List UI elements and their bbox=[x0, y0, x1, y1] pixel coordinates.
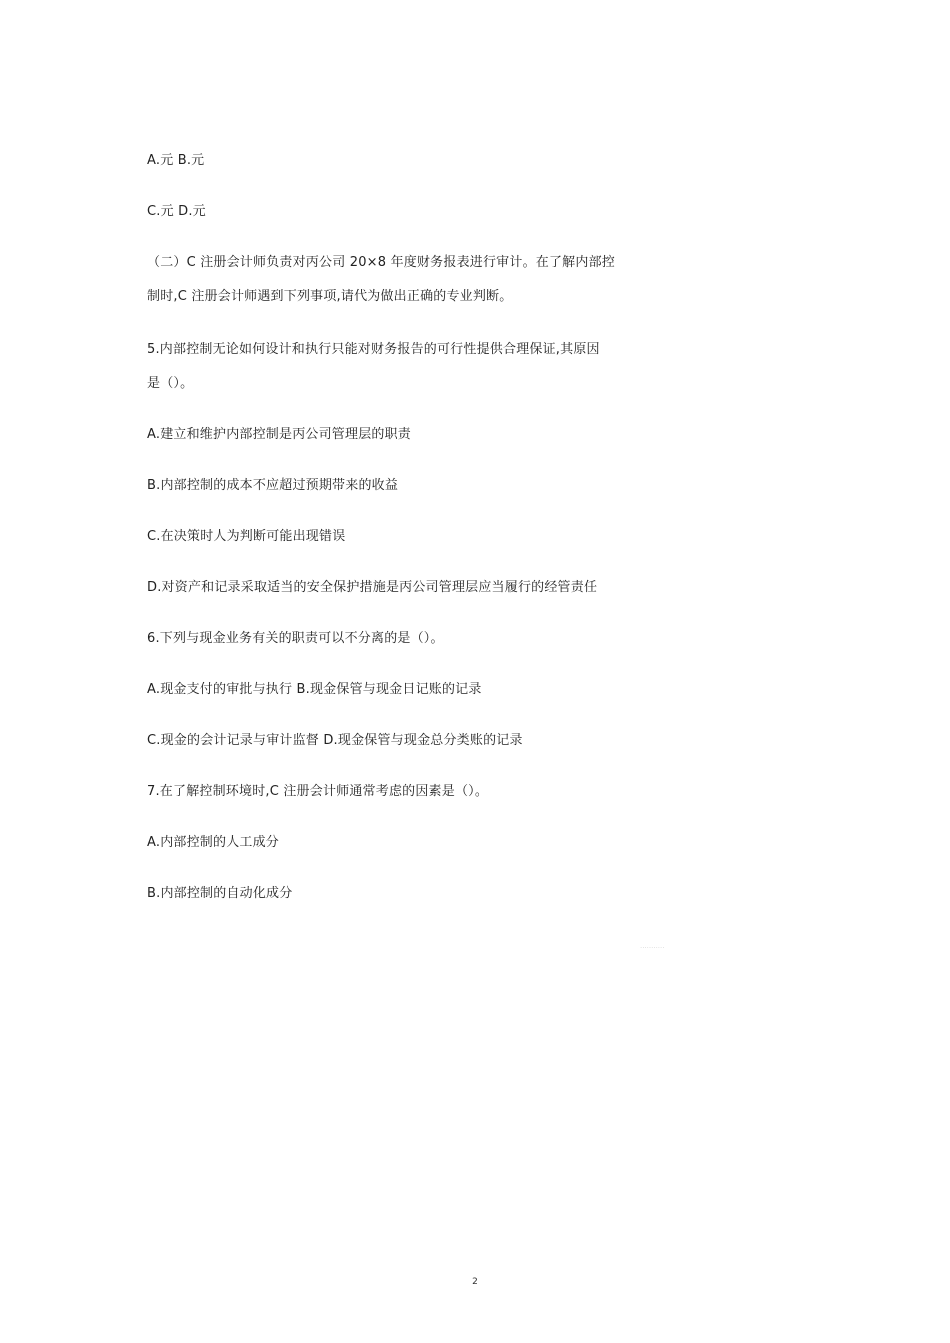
question-5-option-a: A.建立和维护内部控制是丙公司管理层的职责 bbox=[147, 427, 411, 442]
text-line-options-ab: A.元 B.元 bbox=[147, 153, 205, 168]
text-line-section-two-intro: （二）C 注册会计师负责对丙公司 20×8 年度财务报表进行审计。在了解内部控 bbox=[147, 255, 615, 270]
question-5-option-b: B.内部控制的成本不应超过预期带来的收益 bbox=[147, 478, 399, 493]
page-number: 2 bbox=[472, 1277, 478, 1287]
question-5-option-d: D.对资产和记录采取适当的安全保护措施是丙公司管理层应当履行的经管责任 bbox=[147, 580, 598, 595]
question-7-text: 7.在了解控制环境时,C 注册会计师通常考虑的因素是（）。 bbox=[147, 784, 489, 799]
question-7-option-a: A.内部控制的人工成分 bbox=[147, 835, 279, 850]
question-6-options-ab: A.现金支付的审批与执行 B.现金保管与现金日记账的记录 bbox=[147, 682, 482, 697]
question-6-options-cd: C.现金的会计记录与审计监督 D.现金保管与现金总分类账的记录 bbox=[147, 733, 523, 748]
question-6-text: 6.下列与现金业务有关的职责可以不分离的是（）。 bbox=[147, 631, 444, 646]
question-7-option-b: B.内部控制的自动化成分 bbox=[147, 886, 293, 901]
question-5-text-cont: 是（）。 bbox=[147, 376, 194, 391]
question-5-option-c: C.在决策时人为判断可能出现错误 bbox=[147, 529, 346, 544]
faint-dotted-mark: ........... bbox=[640, 942, 665, 950]
text-line-options-cd: C.元 D.元 bbox=[147, 204, 206, 219]
text-line-section-two-intro-cont: 制时,C 注册会计师遇到下列事项,请代为做出正确的专业判断。 bbox=[147, 289, 513, 304]
question-5-text: 5.内部控制无论如何设计和执行只能对财务报告的可行性提供合理保证,其原因 bbox=[147, 342, 600, 357]
